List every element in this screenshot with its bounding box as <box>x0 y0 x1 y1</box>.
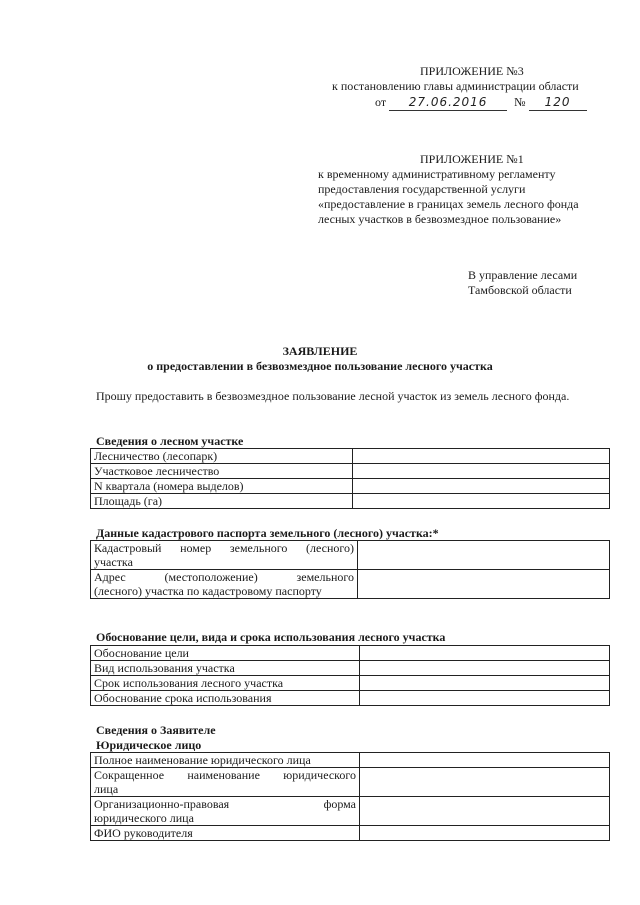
appendix3-line: к постановлению главы администрации области <box>332 79 579 93</box>
cadastre-row-value-field[interactable] <box>358 570 610 599</box>
appendix3-date-line <box>375 95 587 111</box>
addressee-line-1: В управление лесами <box>468 268 578 282</box>
applicant-row-value-field[interactable] <box>360 797 610 826</box>
document-title: ЗАЯВЛЕНИЕ <box>282 344 358 358</box>
table-row <box>91 676 610 691</box>
date-value: 27.06.2016 <box>389 95 507 111</box>
table-row <box>91 691 610 706</box>
table-row <box>91 494 610 509</box>
cadastre-row-label-line-1: Адрес (местоположение) земельного <box>94 570 354 584</box>
forest-row-label: N квартала (номера выделов) <box>91 479 353 494</box>
forest-table <box>90 448 610 509</box>
table-row <box>91 826 610 841</box>
applicant-row-label-line-2: лица <box>94 782 119 796</box>
forest-row-value-field[interactable] <box>353 479 610 494</box>
applicant-row-label: ФИО руководителя <box>91 826 360 841</box>
applicant-row-value-field[interactable] <box>360 753 610 768</box>
applicant-row-value-field[interactable] <box>360 768 610 797</box>
table-row <box>91 479 610 494</box>
applicant-row-label-line-1: Сокращенное наименование юридического <box>94 768 356 782</box>
purpose-row-value-field[interactable] <box>360 676 610 691</box>
table-row <box>91 570 610 599</box>
appendix1-title: ПРИЛОЖЕНИЕ №1 <box>420 152 524 166</box>
forest-row-value-field[interactable] <box>353 449 610 464</box>
forest-section-title: Сведения о лесном участке <box>96 434 244 448</box>
purpose-row-value-field[interactable] <box>360 661 610 676</box>
date-prefix: от <box>375 95 387 109</box>
appendix3-title: ПРИЛОЖЕНИЕ №3 <box>420 64 524 78</box>
table-row <box>91 646 610 661</box>
document-subtitle: о предоставлении в безвозмездное пользование лесного участка <box>147 359 493 373</box>
applicant-row-label-line-1: Организационно-правовая форма <box>94 797 356 811</box>
cadastre-row-label-line-1: Кадастровый номер земельного (лесного) <box>94 541 354 555</box>
table-row <box>91 464 610 479</box>
purpose-row-value-field[interactable] <box>360 646 610 661</box>
applicant-row-label: Полное наименование юридического лица <box>91 753 360 768</box>
applicant-section-title: Сведения о Заявителе <box>96 723 216 737</box>
purpose-row-value-field[interactable] <box>360 691 610 706</box>
applicant-row-label <box>91 768 360 797</box>
table-row <box>91 797 610 826</box>
appendix1-line-1: к временному административному регламенту <box>318 167 556 181</box>
cadastre-row-label <box>91 570 358 599</box>
applicant-row-label <box>91 797 360 826</box>
addressee-line-2: Тамбовской области <box>468 283 572 297</box>
table-row <box>91 753 610 768</box>
applicant-row-value-field[interactable] <box>360 826 610 841</box>
forest-row-value-field[interactable] <box>353 494 610 509</box>
forest-row-label: Площадь (га) <box>91 494 353 509</box>
purpose-row-label: Обоснование срока использования <box>91 691 360 706</box>
applicant-row-label-line-2: юридического лица <box>94 811 194 825</box>
appendix1-line-4: лесных участков в безвозмездное пользование» <box>318 212 562 226</box>
appendix1-line-3: «предоставление в границах земель лесного фонда <box>318 197 579 211</box>
forest-row-label: Участковое лесничество <box>91 464 353 479</box>
purpose-row-label: Вид использования участка <box>91 661 360 676</box>
purpose-section-title: Обоснование цели, вида и срока использования лесного участка <box>96 630 446 644</box>
forest-row-value-field[interactable] <box>353 464 610 479</box>
cadastre-row-label-line-2: (лесного) участка по кадастровому паспорту <box>94 584 322 598</box>
table-row <box>91 541 610 570</box>
request-text: Прошу предоставить в безвозмездное пользование лесной участок из земель лесного фонда. <box>96 389 570 403</box>
cadastre-section-title: Данные кадастрового паспорта земельного (лесного) участка:* <box>96 526 439 540</box>
number-prefix: № <box>514 95 526 109</box>
forest-row-label: Лесничество (лесопарк) <box>91 449 353 464</box>
applicant-table <box>90 752 610 841</box>
table-row <box>91 768 610 797</box>
cadastre-row-label-line-2: участка <box>94 555 133 569</box>
purpose-table <box>90 645 610 706</box>
cadastre-row-value-field[interactable] <box>358 541 610 570</box>
table-row <box>91 661 610 676</box>
purpose-row-label: Обоснование цели <box>91 646 360 661</box>
applicant-subtitle: Юридическое лицо <box>96 738 202 752</box>
purpose-row-label: Срок использования лесного участка <box>91 676 360 691</box>
cadastre-table <box>90 540 610 599</box>
cadastre-row-label <box>91 541 358 570</box>
table-row <box>91 449 610 464</box>
appendix1-line-2: предоставления государственной услуги <box>318 182 526 196</box>
number-value: 120 <box>529 95 587 111</box>
